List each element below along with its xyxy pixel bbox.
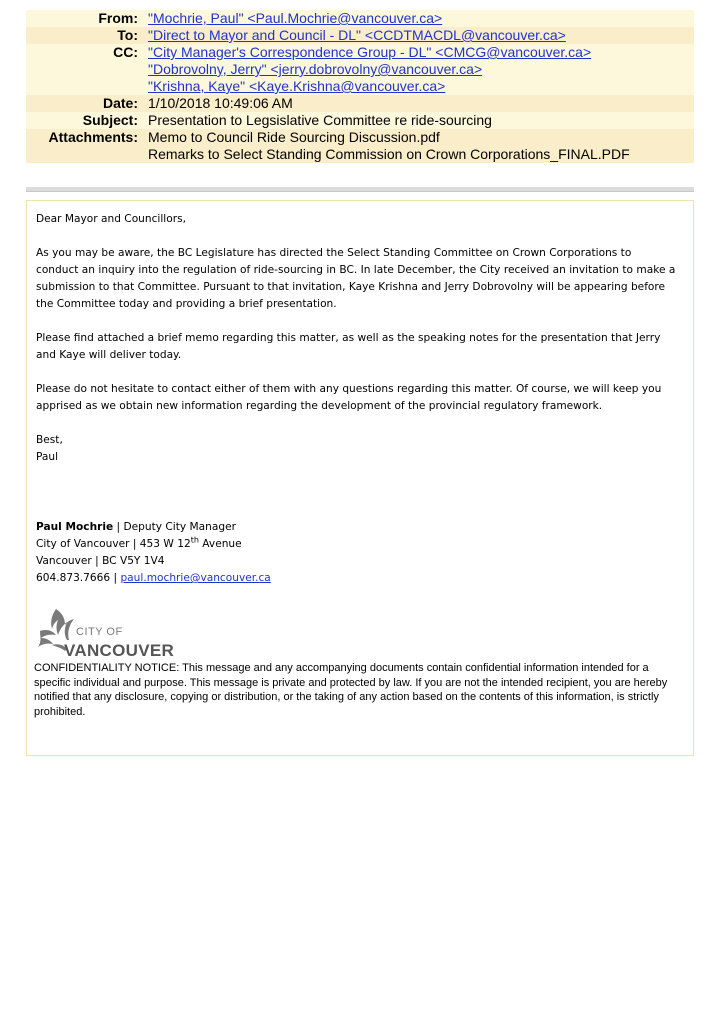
cc-row — [26, 61, 694, 78]
body-paragraph: As you may be aware, the BC Legislature has directed the Select Standing Committee on Crown Corporations to conduct an inquiry into the regulation of ride-sourcing in BC. In late December, the City received an invitation to make a submission to that Committee. Pursuant to that invitation, Kaye Krishna and Jerry Dobrovolny will be appearing before the Committee today and providing a brief presentation. — [36, 247, 676, 310]
subject-value: Presentation to Legsislative Committee re ride-sourcing — [148, 112, 694, 129]
signature — [36, 519, 271, 587]
logo-line1: CITY OF — [76, 626, 123, 638]
signature-address-2: Vancouver | BC V5Y 1V4 — [36, 555, 165, 567]
to-link[interactable]: "Direct to Mayor and Council - DL" <CCDTMACDL@vancouver.ca> — [148, 27, 566, 43]
attachments-row — [26, 129, 694, 146]
signature-email-link[interactable]: paul.mochrie@vancouver.ca — [120, 572, 271, 584]
subject-row — [26, 112, 694, 129]
signature-name: Paul Mochrie — [36, 521, 114, 533]
cc-row — [26, 44, 694, 61]
body-paragraph: Please find attached a brief memo regarding this matter, as well as the speaking notes for the presentation that Jerry and Kaye will deliver today. — [36, 332, 661, 361]
greeting: Dear Mayor and Councillors, — [36, 213, 186, 225]
message-body — [26, 200, 694, 756]
closing-name: Paul — [36, 451, 59, 463]
date-label: Date: — [26, 95, 148, 112]
closing: Best, — [36, 434, 63, 446]
from-link[interactable]: "Mochrie, Paul" <Paul.Mochrie@vancouver.ca> — [148, 10, 443, 26]
signature-separator: | — [113, 521, 124, 533]
subject-label: Subject: — [26, 112, 148, 129]
body-text — [36, 211, 676, 466]
attachment-item[interactable]: Memo to Council Ride Sourcing Discussion.pdf — [148, 129, 694, 146]
confidentiality-notice: CONFIDENTIALITY NOTICE: This message and any accompanying documents contain confidential information intended for a specific individual and purpose. This message is private and protected by law. If you are not the intended recipient, you are hereby notified that any disclosure, copying or distribution, or the taking of any action based on the contents of this information, is strictly prohibited. — [34, 662, 668, 718]
body-paragraph: Please do not hesitate to contact either of them with any questions regarding this matter. Of course, we will keep you apprised as we obtain new information regarding the development of the provincial regulatory framework. — [36, 383, 662, 412]
signature-address-1: City of Vancouver | 453 W 12th Avenue — [36, 535, 242, 550]
signature-phone: 604.873.7666 — [36, 572, 111, 584]
attachment-item[interactable]: Remarks to Select Standing Commission on Crown Corporations_FINAL.PDF — [148, 146, 694, 163]
cc-link[interactable]: "Dobrovolny, Jerry" <jerry.dobrovolny@vancouver.ca> — [148, 61, 483, 77]
cc-label: CC: — [26, 44, 148, 61]
from-label: From: — [26, 10, 148, 27]
from-row — [26, 10, 694, 27]
attachments-label: Attachments: — [26, 129, 148, 146]
signature-contact: 604.873.7666 | paul.mochrie@vancouver.ca — [36, 572, 271, 584]
date-value: 1/10/2018 10:49:06 AM — [148, 95, 694, 112]
signature-title: Deputy City Manager — [123, 521, 236, 533]
attachments-row — [26, 146, 694, 163]
date-row — [26, 95, 694, 112]
cc-link[interactable]: "Krishna, Kaye" <Kaye.Krishna@vancouver.ca> — [148, 78, 446, 94]
to-row — [26, 27, 694, 44]
to-label: To: — [26, 27, 148, 44]
email-header — [26, 10, 694, 163]
logo-line2: VANCOUVER — [64, 641, 175, 660]
city-of-vancouver-logo — [34, 605, 184, 663]
cc-row — [26, 78, 694, 95]
header-divider — [26, 187, 694, 192]
cc-link[interactable]: "City Manager's Correspondence Group - DL" <CMCG@vancouver.ca> — [148, 44, 592, 60]
signature-line1 — [36, 519, 271, 536]
